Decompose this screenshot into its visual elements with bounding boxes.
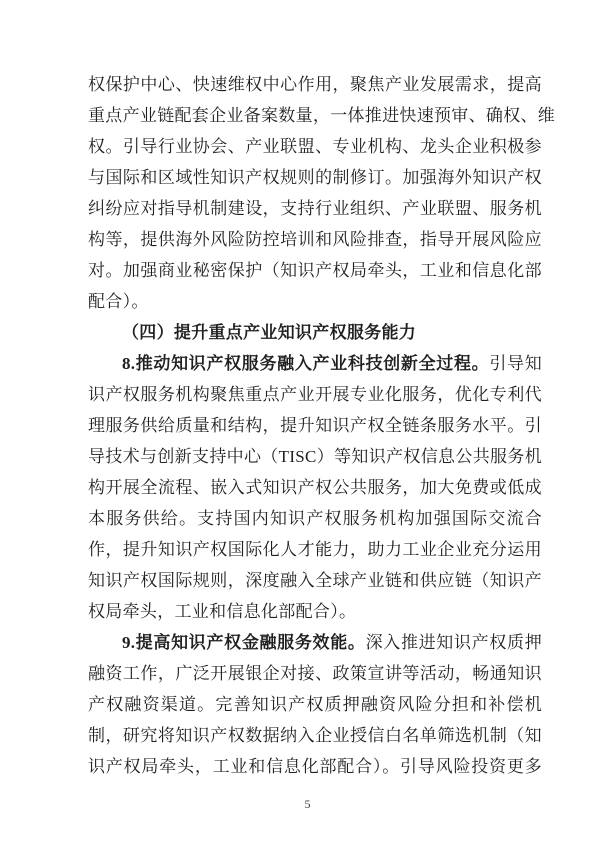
text-segment: 权保护中心、快速维权中心作用，聚焦产业发展需求，提高 xyxy=(88,75,542,94)
text-line xyxy=(88,472,542,503)
page-number: 5 xyxy=(304,797,311,811)
text-line xyxy=(88,224,542,255)
text-segment: 构等，提供海外风险防控培训和风险排查，指导开展风险应 xyxy=(88,230,542,249)
text-line xyxy=(88,720,542,751)
text-segment: 识产权服务机构聚焦重点产业开展专业化服务，优化专利代 xyxy=(88,385,542,404)
text-segment: 识产权局牵头，工业和信息化部配合）。引导风险投资更多 xyxy=(88,757,542,776)
text-segment: 配合）。 xyxy=(88,292,149,311)
bold-text-segment: 8.推动知识产权服务融入产业科技创新全过程。 xyxy=(122,354,490,373)
text-segment: 作，提升知识产权国际化人才能力，助力工业企业充分运用 xyxy=(88,540,542,559)
text-line xyxy=(88,410,542,441)
text-segment: 深入推进知识产权质押 xyxy=(365,633,543,652)
text-segment: 制，研究将知识产权数据纳入企业授信白名单筛选机制（知 xyxy=(88,726,542,745)
text-line xyxy=(88,689,542,720)
text-segment: 重点产业链配套企业备案数量，一体推进快速预审、确权、维 xyxy=(88,106,556,125)
text-line xyxy=(88,627,542,658)
text-segment: 与国际和区域性知识产权规则的制修订。加强海外知识产权 xyxy=(88,168,542,187)
text-line xyxy=(88,658,542,689)
text-segment: 知识产权国际规则，深度融入全球产业链和供应链（知识产 xyxy=(88,571,542,590)
text-segment: 本服务供给。支持国内知识产权服务机构加强国际交流合 xyxy=(88,509,542,528)
text-line xyxy=(88,255,542,286)
text-segment: 产权融资渠道。完善知识产权质押融资风险分担和补偿机 xyxy=(88,695,542,714)
text-segment: 纠纷应对指导机制建设，支持行业组织、产业联盟、服务机 xyxy=(88,199,542,218)
text-line xyxy=(88,69,542,100)
text-line xyxy=(88,751,542,782)
text-line xyxy=(88,503,542,534)
text-segment: 权局牵头，工业和信息化部配合）。 xyxy=(88,602,357,621)
text-line xyxy=(88,131,542,162)
bold-text-segment: 9.提高知识产权金融服务效能。 xyxy=(122,633,366,652)
text-line xyxy=(88,534,542,565)
text-line xyxy=(88,379,542,410)
text-line xyxy=(88,100,556,131)
text-line xyxy=(88,286,542,317)
text-line xyxy=(88,596,542,627)
text-line xyxy=(88,193,542,224)
text-line xyxy=(88,565,542,596)
bold-text-segment: （四）提升重点产业知识产权服务能力 xyxy=(122,323,417,342)
text-segment: 构开展全流程、嵌入式知识产权公共服务，加大免费或低成 xyxy=(88,478,542,497)
text-segment: 权。引导行业协会、产业联盟、专业机构、龙头企业积极参 xyxy=(88,137,542,156)
document-body xyxy=(88,69,556,782)
text-segment: 融资工作，广泛开展银企对接、政策宣讲等活动，畅通知识 xyxy=(88,664,542,683)
text-segment: 对。加强商业秘密保护（知识产权局牵头，工业和信息化部 xyxy=(88,261,542,280)
text-line xyxy=(88,348,542,379)
text-line xyxy=(88,162,542,193)
text-line xyxy=(88,441,542,472)
text-segment: 导技术与创新支持中心（TISC）等知识产权信息公共服务机 xyxy=(88,447,542,466)
text-segment: 引导知 xyxy=(489,354,542,373)
section-heading xyxy=(88,317,542,348)
text-segment: 理服务供给质量和结构，提升知识产权全链条服务水平。引 xyxy=(88,416,542,435)
